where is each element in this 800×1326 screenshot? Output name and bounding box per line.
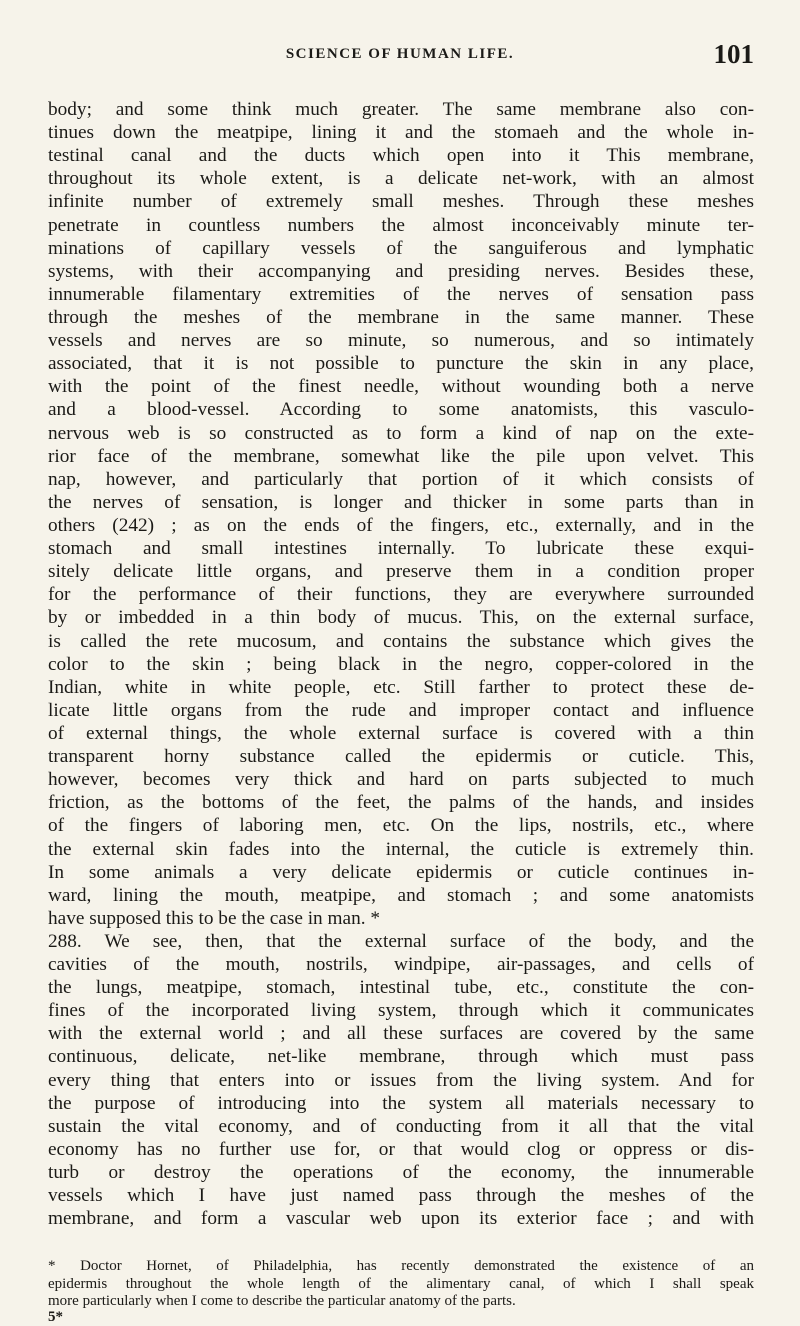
text-line: others (242) ; as on the ends of the fingers, etc., externally, and in the — [48, 514, 754, 536]
text-line: fines of the incorporated living system, through which it communicates — [48, 1000, 754, 1022]
text-line: nap, however, and particularly that portion of it which consists of — [48, 468, 754, 490]
text-line: continuous, delicate, net-like membrane, through which must pass — [48, 1046, 754, 1068]
text-line: by or imbedded in a thin body of mucus. This, on the external surface, — [48, 607, 754, 629]
footnote-line: epidermis throughout the whole length of the alimentary canal, of which I shall speak — [48, 1275, 754, 1292]
text-line: vessels which I have just named pass through the meshes of the — [48, 1185, 754, 1207]
signature-mark: 5* — [48, 1309, 63, 1325]
text-line: every thing that enters into or issues from the living system. And for — [48, 1069, 754, 1091]
running-head: SCIENCE OF HUMAN LIFE. — [285, 46, 515, 62]
text-line: tinues down the meatpipe, lining it and the stomaeh and the whole in- — [48, 122, 754, 144]
text-line: innumerable filamentary extremities of the nerves of sensation pass — [48, 283, 754, 305]
text-line: and a blood-vessel. According to some anatomists, this vasculo- — [48, 399, 754, 421]
text-line: the nerves of sensation, is longer and thicker in some parts than in — [48, 491, 754, 513]
text-line: with the point of the finest needle, without wounding both a nerve — [48, 376, 754, 398]
text-line: transparent horny substance called the epidermis or cuticle. This, — [48, 746, 754, 768]
text-line: Indian, white in white people, etc. Still farther to protect these de- — [48, 676, 754, 698]
text-line: vessels and nerves are so minute, so numerous, and so intimately — [48, 330, 754, 352]
text-line: rior face of the membrane, somewhat like the pile upon velvet. This — [48, 445, 754, 467]
text-line: In some animals a very delicate epidermis or cuticle continues in- — [48, 861, 754, 883]
text-line: ward, lining the mouth, meatpipe, and stomach ; and some anatomists — [48, 884, 754, 906]
text-line: membrane, and form a vascular web upon its exterior face ; and with — [48, 1208, 754, 1230]
text-line: infinite number of extremely small meshes. Through these meshes — [48, 191, 754, 213]
text-line: 288. We see, then, that the external surface of the body, and the — [48, 930, 754, 952]
text-line: throughout its whole extent, is a delicate net-work, with an almost — [48, 168, 754, 190]
text-line: licate little organs from the rude and improper contact and influence — [48, 699, 754, 721]
text-line: is called the rete mucosum, and contains the substance which gives the — [48, 630, 754, 652]
text-line: however, becomes very thick and hard on parts subjected to much — [48, 769, 754, 791]
footnote-line: more particularly when I come to describe the particular anatomy of the parts. — [48, 1293, 516, 1309]
body-text — [48, 98, 754, 1230]
footnote — [48, 1258, 754, 1311]
text-line: sustain the vital economy, and of conducting from it all that the vital — [48, 1115, 754, 1137]
text-line: with the external world ; and all these surfaces are covered by the same — [48, 1023, 754, 1045]
text-line: friction, as the bottoms of the feet, the palms of the hands, and insides — [48, 792, 754, 814]
text-line: of external things, the whole external surface is covered with a thin — [48, 722, 754, 744]
text-line: have supposed this to be the case in man. * — [48, 907, 380, 929]
text-line: sitely delicate little organs, and preserve them in a condition proper — [48, 561, 754, 583]
text-line: associated, that it is not possible to puncture the skin in any place, — [48, 353, 754, 375]
text-line: minations of capillary vessels of the sanguiferous and lymphatic — [48, 237, 754, 259]
text-line: turb or destroy the operations of the economy, the innumerable — [48, 1162, 754, 1184]
text-line: the external skin fades into the internal, the cuticle is extremely thin. — [48, 838, 754, 860]
text-line: economy has no further use for, or that would clog or oppress or dis- — [48, 1138, 754, 1160]
text-line: cavities of the mouth, nostrils, windpipe, air-passages, and cells of — [48, 954, 754, 976]
text-line: for the performance of their functions, they are everywhere surrounded — [48, 584, 754, 606]
text-line: of the fingers of laboring men, etc. On the lips, nostrils, etc., where — [48, 815, 754, 837]
text-line: through the meshes of the membrane in the same manner. These — [48, 306, 754, 328]
text-line: nervous web is so constructed as to form a kind of nap on the exte- — [48, 422, 754, 444]
page-header — [0, 39, 800, 82]
text-line: stomach and small intestines internally. To lubricate these exqui- — [48, 538, 754, 560]
page-number: 101 — [713, 39, 754, 69]
text-line: the lungs, meatpipe, stomach, intestinal tube, etc., constitute the con- — [48, 977, 754, 999]
text-line: penetrate in countless numbers the almost inconceivably minute ter- — [48, 214, 754, 236]
text-line: testinal canal and the ducts which open into it This membrane, — [48, 145, 754, 167]
footnote-line: * Doctor Hornet, of Philadelphia, has recently demonstrated the existence of an — [48, 1258, 754, 1274]
text-line: body; and some think much greater. The same membrane also con- — [48, 99, 754, 120]
text-line: the purpose of introducing into the system all materials necessary to — [48, 1092, 754, 1114]
text-line: systems, with their accompanying and presiding nerves. Besides these, — [48, 260, 754, 282]
text-line: color to the skin ; being black in the negro, copper-colored in the — [48, 653, 754, 675]
